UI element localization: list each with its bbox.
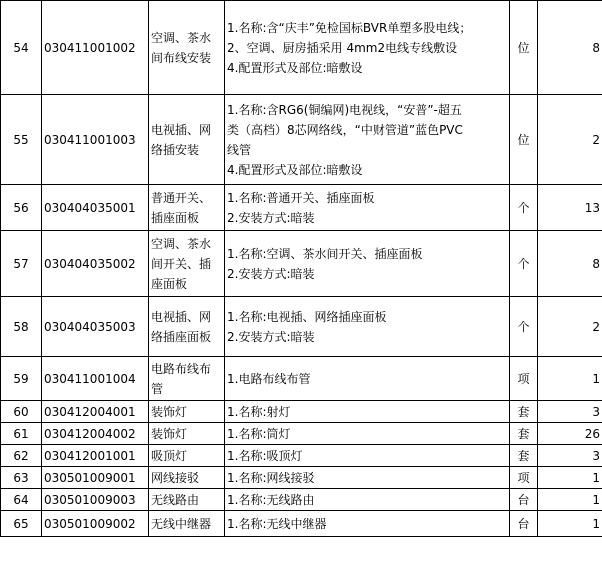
quantity-cell: 26 (538, 423, 602, 445)
unit-cell: 项 (510, 357, 538, 401)
row-number-cell: 65 (1, 511, 42, 537)
description-line: 1.名称:含RG6(铜编网)电视线，“安普”-超五 (227, 102, 462, 117)
description-line: 1.电路布线布管 (227, 371, 311, 386)
table-row (1, 467, 602, 489)
description-line: 1.名称:空调、茶水间开关、插座面板 (227, 246, 423, 261)
row-number-cell: 58 (1, 297, 42, 357)
item-description-cell (225, 445, 510, 467)
unit-cell: 个 (510, 185, 538, 231)
item-code-cell: 030501009002 (42, 511, 149, 537)
unit-cell: 套 (510, 445, 538, 467)
description-line: 4.配置形式及部位:暗敷设 (227, 162, 363, 177)
item-code-cell: 030404035002 (42, 231, 149, 297)
item-name-cell: 电路布线布管 (149, 357, 225, 401)
row-number-cell: 55 (1, 95, 42, 185)
unit-cell: 套 (510, 401, 538, 423)
item-description-cell (225, 297, 510, 357)
row-number-cell: 54 (1, 1, 42, 95)
description-line: 1.名称:无线中继器 (227, 516, 327, 531)
table-row (1, 185, 602, 231)
quantity-cell: 8 (538, 1, 602, 95)
item-code-cell: 030411001002 (42, 1, 149, 95)
unit-cell: 个 (510, 231, 538, 297)
table-row (1, 423, 602, 445)
table-row (1, 511, 602, 537)
unit-cell: 位 (510, 95, 538, 185)
row-number-cell: 57 (1, 231, 42, 297)
item-code-cell: 030501009001 (42, 467, 149, 489)
item-description-cell (225, 185, 510, 231)
quantity-cell: 2 (538, 297, 602, 357)
item-name-cell: 吸顶灯 (149, 445, 225, 467)
item-description-cell (225, 401, 510, 423)
row-number-cell: 59 (1, 357, 42, 401)
unit-cell: 项 (510, 467, 538, 489)
item-description-cell (225, 357, 510, 401)
table-row (1, 445, 602, 467)
quantity-cell: 3 (538, 445, 602, 467)
item-name-cell: 电视插、网络插安装 (149, 95, 225, 185)
item-code-cell: 030404035001 (42, 185, 149, 231)
table-row (1, 297, 602, 357)
item-name-cell: 空调、茶水间开关、插座面板 (149, 231, 225, 297)
description-line: 1.名称:普通开关、插座面板 (227, 190, 375, 205)
description-line: 1.名称:无线路由 (227, 492, 315, 507)
unit-cell: 位 (510, 1, 538, 95)
item-description-cell (225, 1, 510, 95)
description-line: 2.安装方式:暗装 (227, 266, 315, 281)
description-line: 1.名称:网线接驳 (227, 470, 315, 485)
item-name-cell: 装饰灯 (149, 401, 225, 423)
unit-cell: 台 (510, 489, 538, 511)
item-name-cell: 空调、茶水间布线安装 (149, 1, 225, 95)
item-code-cell: 030404035003 (42, 297, 149, 357)
quantity-cell: 8 (538, 231, 602, 297)
description-line: 1.名称:射灯 (227, 404, 291, 419)
row-number-cell: 61 (1, 423, 42, 445)
description-line: 2、空调、厨房插采用 4mm2电线专线敷设 (227, 40, 458, 55)
unit-cell: 套 (510, 423, 538, 445)
table-row (1, 231, 602, 297)
table-row (1, 401, 602, 423)
item-description-cell (225, 511, 510, 537)
item-name-cell: 装饰灯 (149, 423, 225, 445)
item-code-cell: 030501009003 (42, 489, 149, 511)
description-line: 线管 (227, 142, 252, 157)
item-name-cell: 普通开关、插座面板 (149, 185, 225, 231)
item-name-cell: 无线路由 (149, 489, 225, 511)
description-line: 类（高档）8芯网络线，“中财管道”蓝色PVC (227, 122, 463, 137)
row-number-cell: 60 (1, 401, 42, 423)
row-number-cell: 63 (1, 467, 42, 489)
unit-cell: 台 (510, 511, 538, 537)
item-name-cell: 电视插、网络插座面板 (149, 297, 225, 357)
item-description-cell (225, 467, 510, 489)
item-description-cell (225, 95, 510, 185)
item-description-cell (225, 231, 510, 297)
table-row (1, 489, 602, 511)
unit-cell: 个 (510, 297, 538, 357)
description-line: 1.名称:含“庆丰”免检国标BVR单塑多股电线； (227, 20, 472, 35)
row-number-cell: 64 (1, 489, 42, 511)
quantity-cell: 1 (538, 511, 602, 537)
item-code-cell: 030412004002 (42, 423, 149, 445)
description-line: 1.名称:电视插、网络插座面板 (227, 309, 387, 324)
table-row (1, 357, 602, 401)
quantity-cell: 2 (538, 95, 602, 185)
item-description-cell (225, 423, 510, 445)
table-body (1, 1, 602, 537)
quantity-cell: 1 (538, 357, 602, 401)
description-line: 2.安装方式:暗装 (227, 210, 315, 225)
item-code-cell: 030411001003 (42, 95, 149, 185)
item-code-cell: 030412004001 (42, 401, 149, 423)
table-row (1, 95, 602, 185)
description-line: 2.安装方式:暗装 (227, 329, 315, 344)
item-code-cell: 030412001001 (42, 445, 149, 467)
row-number-cell: 62 (1, 445, 42, 467)
description-line: 1.名称:吸顶灯 (227, 448, 303, 463)
quantity-cell: 13 (538, 185, 602, 231)
item-name-cell: 无线中继器 (149, 511, 225, 537)
description-line: 4.配置形式及部位:暗敷设 (227, 60, 363, 75)
description-line: 1.名称:筒灯 (227, 426, 291, 441)
item-code-cell: 030411001004 (42, 357, 149, 401)
item-description-cell (225, 489, 510, 511)
table-row (1, 1, 602, 95)
item-name-cell: 网线接驳 (149, 467, 225, 489)
quantity-cell: 1 (538, 467, 602, 489)
row-number-cell: 56 (1, 185, 42, 231)
quantity-cell: 1 (538, 489, 602, 511)
quantity-cell: 3 (538, 401, 602, 423)
